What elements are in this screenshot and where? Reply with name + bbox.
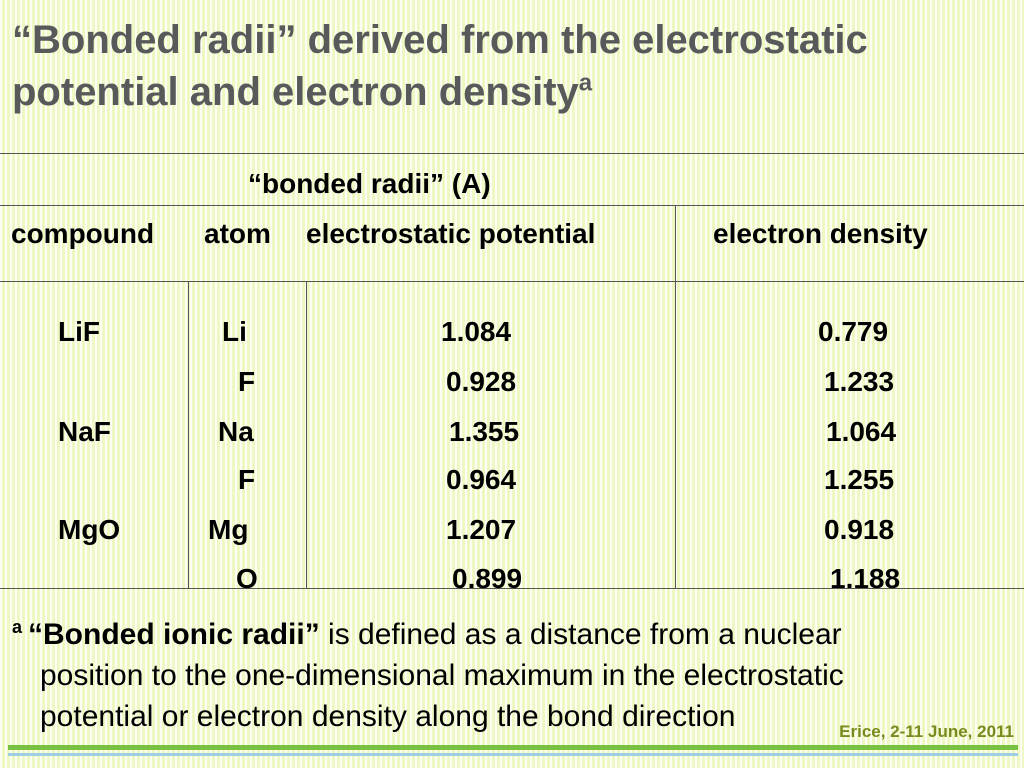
cell-esp: 1.084 <box>441 316 512 347</box>
column-divider <box>306 281 307 588</box>
table-header-rule <box>0 281 1024 282</box>
cell-atom: F <box>238 366 256 397</box>
footnote-term: “Bonded ionic radii” <box>28 618 320 651</box>
slide-title <box>12 14 1012 118</box>
footnote-marker: a <box>12 617 23 637</box>
cell-atom: F <box>238 464 256 495</box>
cell-density: 1.255 <box>824 464 895 495</box>
cell-compound: MgO <box>58 514 121 545</box>
title-footnote-marker: a <box>578 69 593 97</box>
table-top-rule <box>0 153 1024 154</box>
column-divider <box>675 205 676 588</box>
cell-esp: 1.207 <box>446 514 517 545</box>
footer-bar-green <box>8 745 1018 750</box>
column-header-atom: atom <box>204 218 271 249</box>
cell-density: 0.779 <box>818 316 889 347</box>
slide-title-text: “Bonded radii” derived from the electrostatic potential and electron density <box>12 18 868 114</box>
cell-esp: 1.355 <box>449 416 520 447</box>
group-header: “bonded radii” (A) <box>248 168 491 199</box>
column-divider <box>188 281 189 588</box>
cell-esp: 0.964 <box>446 464 517 495</box>
cell-compound: NaF <box>58 416 111 447</box>
footer-bar-blue <box>8 753 1018 756</box>
column-header-density: electron density <box>713 218 928 249</box>
column-header-compound: compound <box>11 218 155 249</box>
footnote <box>12 614 1012 737</box>
footnote-line-1: is defined as a distance from a nuclear <box>319 618 842 651</box>
column-header-esp: electrostatic potential <box>306 218 596 249</box>
cell-esp: 0.899 <box>452 563 523 594</box>
cell-density: 1.188 <box>830 563 901 594</box>
footnote-line-2: position to the one-dimensional maximum in the electrostatic <box>40 659 844 692</box>
cell-density: 0.918 <box>824 514 895 545</box>
footnote-line-3: potential or electron density along the bond direction <box>40 700 736 733</box>
cell-compound: LiF <box>58 316 100 347</box>
cell-atom: Na <box>218 416 254 447</box>
cell-density: 1.064 <box>826 416 897 447</box>
table-group-rule <box>0 205 1024 206</box>
cell-esp: 0.928 <box>446 366 517 397</box>
cell-atom: O <box>236 563 258 594</box>
cell-atom: Mg <box>208 514 249 545</box>
footer-date: Erice, 2-11 June, 2011 <box>839 722 1014 741</box>
cell-density: 1.233 <box>824 366 895 397</box>
cell-atom: Li <box>222 316 247 347</box>
